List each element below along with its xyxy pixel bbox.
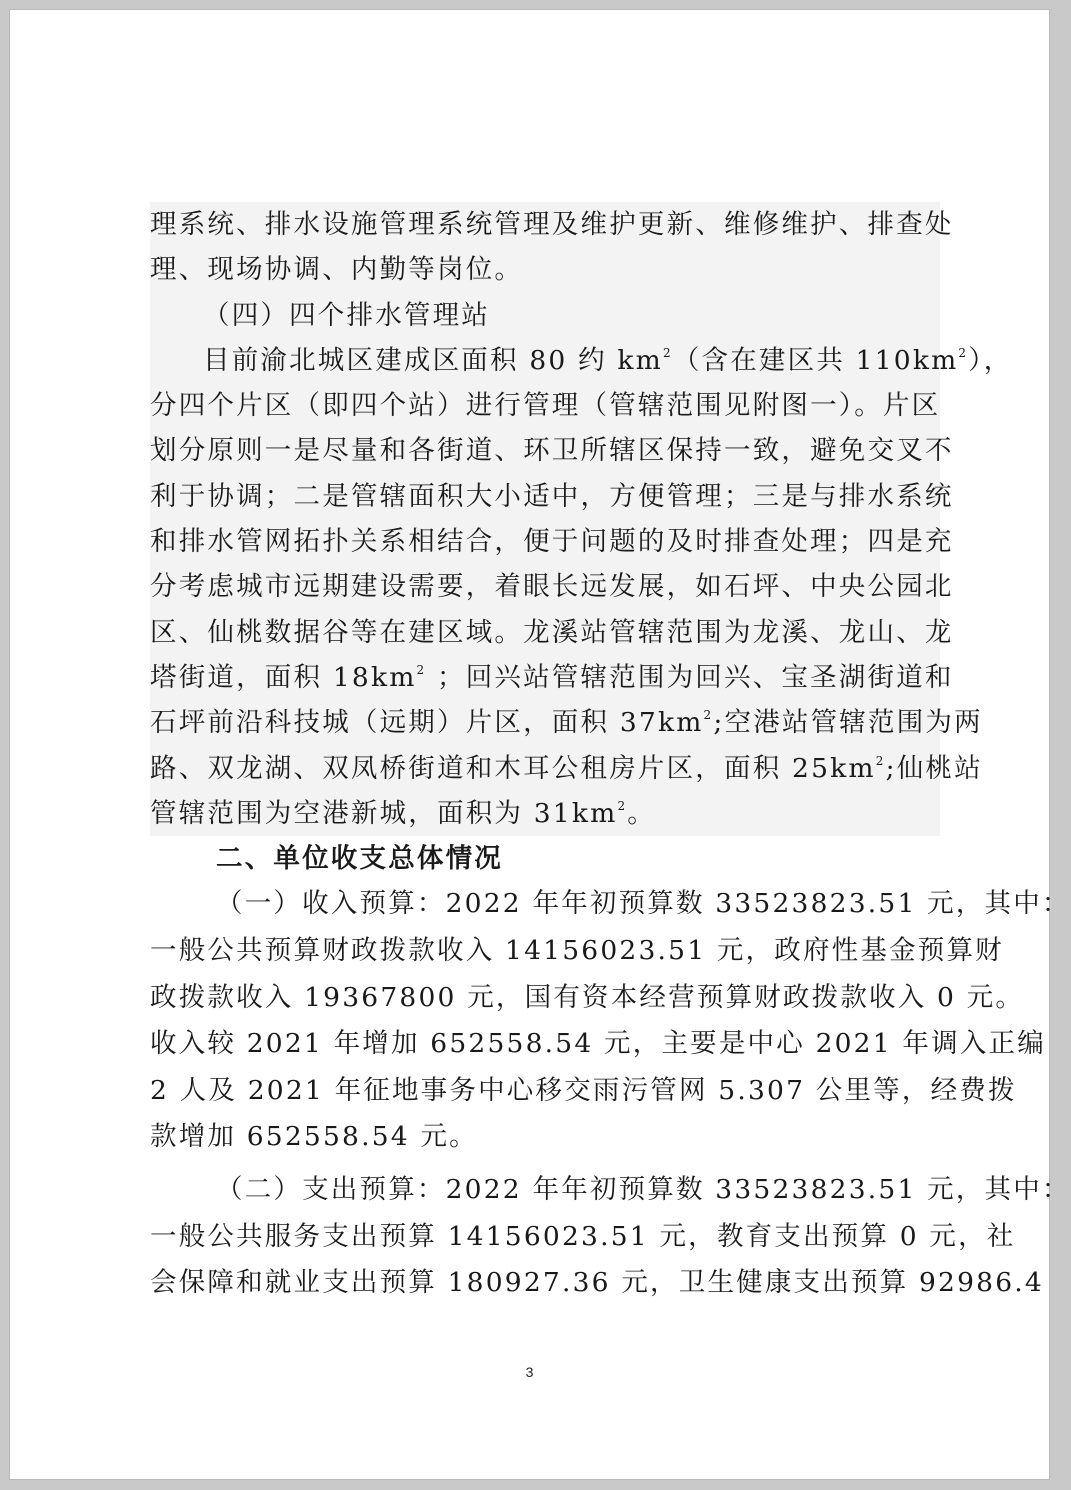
subsection-heading: （四）四个排水管理站 xyxy=(203,299,490,331)
paragraph-line: 会保障和就业支出预算 180927.36 元，卫生健康支出预算 92986.4 xyxy=(150,1267,1044,1299)
shaded-block xyxy=(150,202,1013,836)
section-heading: 二、单位收支总体情况 xyxy=(216,843,503,875)
paragraph-line: 利于协调；二是管辖面积大小适中，方便管理；三是与排水系统 xyxy=(150,480,954,512)
paragraph-line: （二）支出预算：2022 年年初预算数 33523823.51 元，其中： xyxy=(216,1174,1071,1206)
page-number: 3 xyxy=(525,1364,534,1380)
paragraph-line: 划分原则一是尽量和各街道、环卫所辖区保持一致，避免交叉不 xyxy=(150,435,954,467)
paragraph-line: 区、仙桃数据谷等在建区域。龙溪站管辖范围为龙溪、龙山、龙 xyxy=(150,616,954,648)
document-body xyxy=(150,202,1071,1307)
paragraph-line: 分四个片区（即四个站）进行管理（管辖范围见附图一）。片区 xyxy=(150,390,941,422)
paragraph-line: 政拨款收入 19367800 元，国有资本经营预算财政拨款收入 0 元。 xyxy=(150,981,1025,1013)
paragraph-line: 分考虑城市远期建设需要，着眼长远发展，如石坪、中央公园北 xyxy=(150,571,954,603)
paragraph-line: 收入较 2021 年增加 652558.54 元，主要是中心 2021 年调入正编 xyxy=(150,1028,1046,1060)
paragraph-line: 理系统、排水设施管理系统管理及维护更新、维修维护、排查处 xyxy=(150,209,954,240)
paragraph-line: 理、现场协调、内勤等岗位。 xyxy=(150,254,524,286)
paragraph-line: 一般公共服务支出预算 14156023.51 元，教育支出预算 0 元，社 xyxy=(150,1220,1016,1252)
paragraph-line: 塔街道，面积 $18km^2$ ；回兴站管辖范围为回兴、宝圣湖街道和 xyxy=(150,661,954,693)
paragraph-line: 管辖范围为空港新城，面积为 $31km^2$。 xyxy=(150,797,656,829)
paragraph-line: 2 人及 2021 年征地事务中心移交雨污管网 5.307 公里等，经费拨 xyxy=(150,1074,1017,1106)
paragraph-line: 石坪前沿科技城（远期）片区，面积 $37km^2$;空港站管辖范围为两 xyxy=(150,707,983,739)
paragraph-line: 款增加 652558.54 元。 xyxy=(150,1121,478,1153)
paragraph-line: 和排水管网拓扑关系相结合，便于问题的及时排查处理；四是充 xyxy=(150,526,954,558)
paragraph-line: 一般公共预算财政拨款收入 14156023.51 元，政府性基金预算财 xyxy=(150,935,1004,967)
paragraph-line: 路、双龙湖、双凤桥街道和木耳公租房片区，面积 $25km^2$;仙桃站 xyxy=(150,752,983,784)
document-page xyxy=(10,10,1071,1479)
paragraph-line: （一）收入预算：2022 年年初预算数 33523823.51 元，其中： xyxy=(216,888,1071,920)
paragraph-line: 目前渝北城区建成区面积 80 约 $km^2$（含在建区共 $110km^2$）， xyxy=(203,344,1013,376)
